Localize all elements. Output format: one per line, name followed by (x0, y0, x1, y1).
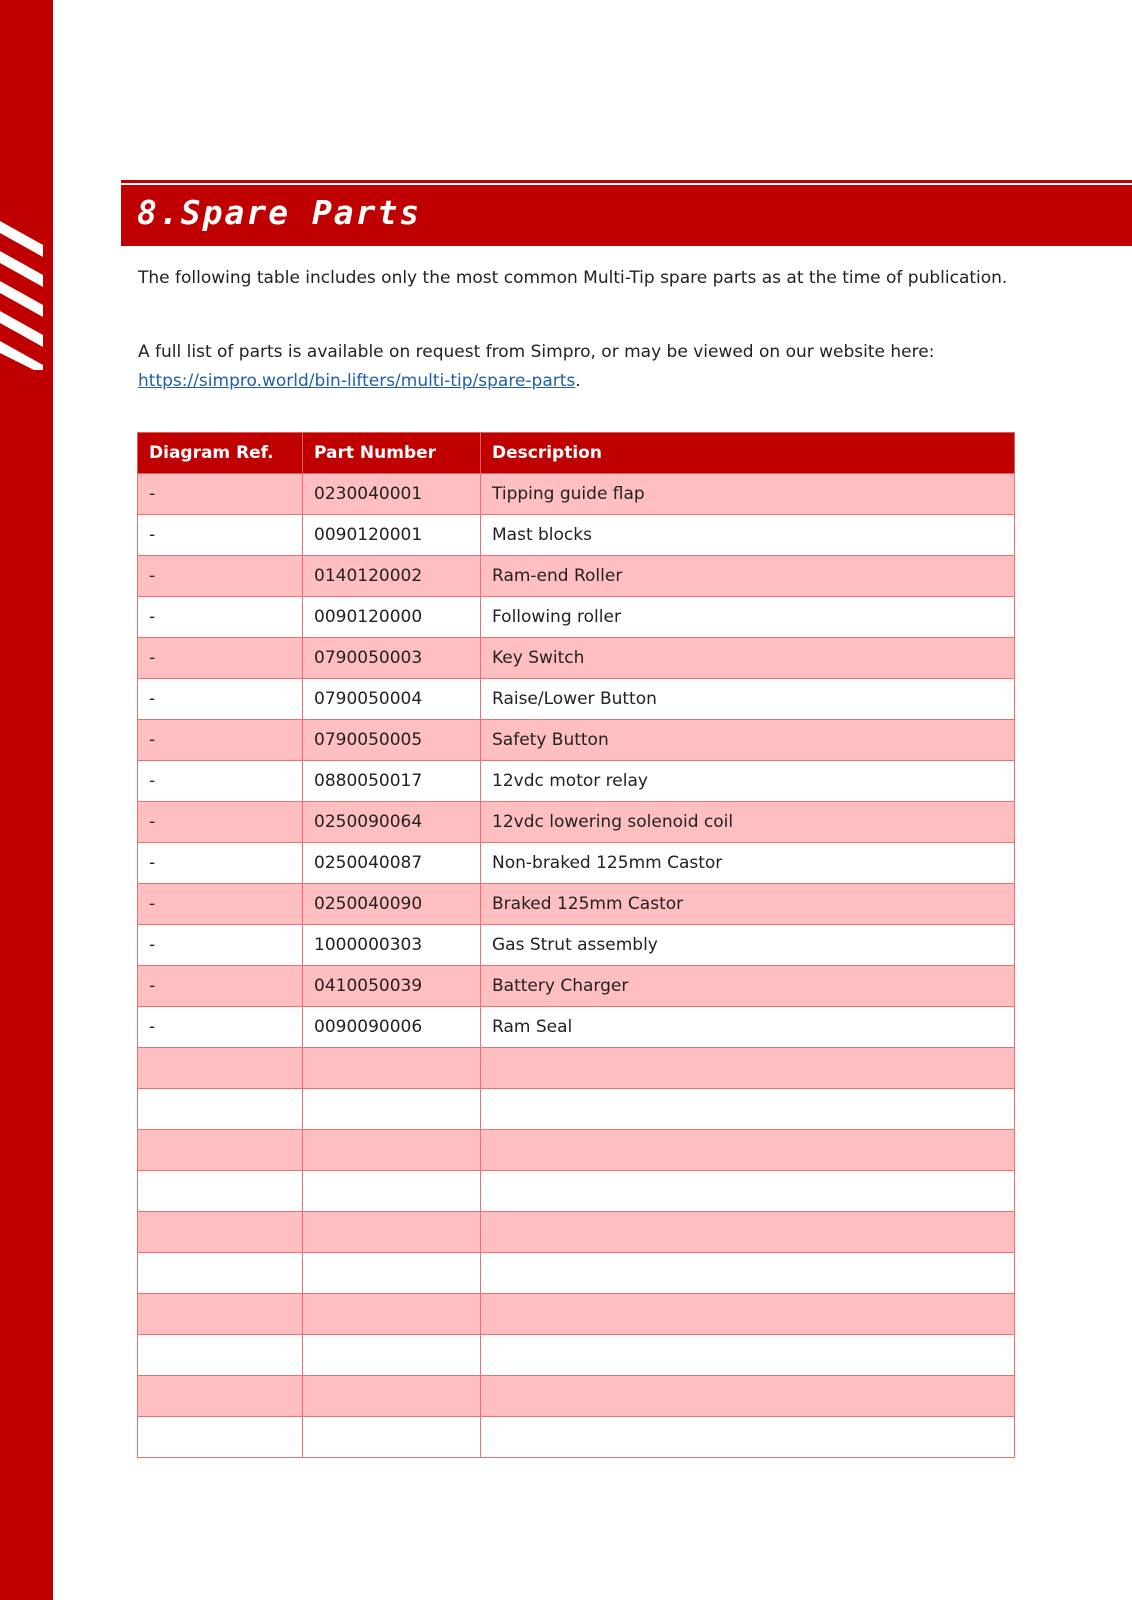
table-row (138, 556, 1015, 597)
part-number-cell (303, 1294, 481, 1335)
description-cell (481, 1335, 1015, 1376)
description-cell: 12vdc lowering solenoid coil (481, 802, 1015, 843)
website-paragraph (138, 338, 1018, 396)
table-header-row (138, 433, 1015, 474)
description-cell (481, 1130, 1015, 1171)
diagram-ref-cell (138, 1253, 303, 1294)
intro-paragraph (138, 264, 1018, 293)
table-row (138, 1007, 1015, 1048)
website-text: A full list of parts is available on request from Simpro, or may be viewed on our website here: (138, 342, 935, 362)
section-header-banner (121, 183, 1132, 246)
diagram-ref-cell: - (138, 556, 303, 597)
table-row (138, 720, 1015, 761)
part-number-cell: 0250040087 (303, 843, 481, 884)
description-cell: Ram-end Roller (481, 556, 1015, 597)
table-row (138, 1294, 1015, 1335)
part-number-cell (303, 1212, 481, 1253)
part-number-cell (303, 1335, 481, 1376)
part-number-cell: 0250040090 (303, 884, 481, 925)
description-cell: Mast blocks (481, 515, 1015, 556)
description-cell: Non-braked 125mm Castor (481, 843, 1015, 884)
table-row (138, 761, 1015, 802)
table-row (138, 966, 1015, 1007)
description-cell: Raise/Lower Button (481, 679, 1015, 720)
part-number-cell (303, 1048, 481, 1089)
part-number-cell: 0790050005 (303, 720, 481, 761)
diagram-ref-cell (138, 1048, 303, 1089)
website-text-end: . (575, 371, 581, 391)
diagonal-stripes-decoration (0, 215, 53, 370)
table-row (138, 1089, 1015, 1130)
table-row (138, 1048, 1015, 1089)
description-cell (481, 1089, 1015, 1130)
diagram-ref-cell: - (138, 474, 303, 515)
table-row (138, 1212, 1015, 1253)
table-row (138, 515, 1015, 556)
diagram-ref-cell (138, 1212, 303, 1253)
description-cell: Tipping guide flap (481, 474, 1015, 515)
diagram-ref-cell: - (138, 925, 303, 966)
section-title: 8.Spare Parts (137, 193, 422, 232)
table-row (138, 1376, 1015, 1417)
intro-text: The following table includes only the most common Multi-Tip spare parts as at the time of publication. (138, 268, 1008, 288)
table-row (138, 1417, 1015, 1458)
description-cell (481, 1294, 1015, 1335)
diagram-ref-cell: - (138, 761, 303, 802)
description-cell: Ram Seal (481, 1007, 1015, 1048)
column-header-description: Description (481, 433, 1015, 474)
description-cell: Gas Strut assembly (481, 925, 1015, 966)
table-row (138, 597, 1015, 638)
table-row (138, 884, 1015, 925)
table-row (138, 1171, 1015, 1212)
description-cell: Braked 125mm Castor (481, 884, 1015, 925)
table-row (138, 1130, 1015, 1171)
spare-parts-table (137, 432, 1015, 1458)
part-number-cell (303, 1130, 481, 1171)
part-number-cell: 0250090064 (303, 802, 481, 843)
part-number-cell (303, 1376, 481, 1417)
diagram-ref-cell: - (138, 679, 303, 720)
description-cell (481, 1253, 1015, 1294)
table-row (138, 1335, 1015, 1376)
diagram-ref-cell: - (138, 1007, 303, 1048)
part-number-cell (303, 1417, 481, 1458)
part-number-cell: 0790050004 (303, 679, 481, 720)
diagram-ref-cell (138, 1376, 303, 1417)
diagram-ref-cell: - (138, 966, 303, 1007)
diagram-ref-cell: - (138, 597, 303, 638)
diagram-ref-cell: - (138, 843, 303, 884)
description-cell (481, 1212, 1015, 1253)
description-cell: Key Switch (481, 638, 1015, 679)
table-row (138, 679, 1015, 720)
part-number-cell (303, 1253, 481, 1294)
diagram-ref-cell (138, 1130, 303, 1171)
table-row (138, 925, 1015, 966)
table-row (138, 1253, 1015, 1294)
description-cell: Battery Charger (481, 966, 1015, 1007)
description-cell (481, 1171, 1015, 1212)
part-number-cell: 0230040001 (303, 474, 481, 515)
table-row (138, 474, 1015, 515)
table-row (138, 843, 1015, 884)
part-number-cell: 0090090006 (303, 1007, 481, 1048)
diagram-ref-cell: - (138, 802, 303, 843)
table-row (138, 638, 1015, 679)
part-number-cell: 0140120002 (303, 556, 481, 597)
part-number-cell: 0410050039 (303, 966, 481, 1007)
diagram-ref-cell (138, 1335, 303, 1376)
description-cell: Safety Button (481, 720, 1015, 761)
part-number-cell: 0090120000 (303, 597, 481, 638)
column-header-part-number: Part Number (303, 433, 481, 474)
diagram-ref-cell (138, 1171, 303, 1212)
part-number-cell: 1000000303 (303, 925, 481, 966)
part-number-cell (303, 1089, 481, 1130)
description-cell (481, 1376, 1015, 1417)
spare-parts-link[interactable]: https://simpro.world/bin-lifters/multi-tip/spare-parts (138, 371, 576, 391)
description-cell (481, 1417, 1015, 1458)
diagram-ref-cell (138, 1294, 303, 1335)
diagram-ref-cell (138, 1089, 303, 1130)
description-cell (481, 1048, 1015, 1089)
diagram-ref-cell: - (138, 720, 303, 761)
part-number-cell: 0790050003 (303, 638, 481, 679)
description-cell: Following roller (481, 597, 1015, 638)
side-accent-bar (0, 0, 53, 1600)
column-header-diagram-ref: Diagram Ref. (138, 433, 303, 474)
description-cell: 12vdc motor relay (481, 761, 1015, 802)
diagram-ref-cell: - (138, 884, 303, 925)
diagram-ref-cell (138, 1417, 303, 1458)
part-number-cell: 0880050017 (303, 761, 481, 802)
table-row (138, 802, 1015, 843)
diagram-ref-cell: - (138, 515, 303, 556)
diagram-ref-cell: - (138, 638, 303, 679)
part-number-cell: 0090120001 (303, 515, 481, 556)
part-number-cell (303, 1171, 481, 1212)
